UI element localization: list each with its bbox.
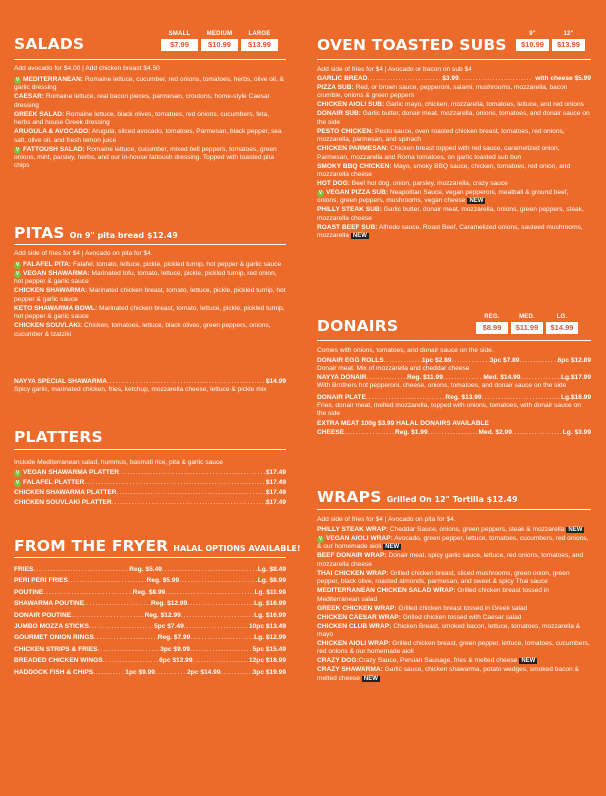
new-badge: NEW [352, 233, 367, 240]
menu-item [317, 570, 591, 587]
item-name-text: CHICKEN STRIPS & FRIES [14, 645, 98, 653]
item-name: PESTO CHICKEN: [317, 127, 374, 135]
item-desc: Donair meat, spicy garlic sauce, lettuce, red onions, tomatoes, and mozzarella cheese [317, 552, 584, 568]
item-desc: Garlic mayo, chicken, mozzarella, tomatoes, lettuce, and red onions [384, 101, 584, 109]
item-name-text: FRIES [14, 566, 34, 573]
menu-row [14, 564, 286, 575]
item-desc: Marinated tofu, tomato, lettuce, pickle, pickled turnip, red onion, hot pepper & garlic sauce [14, 270, 277, 286]
menu-row [14, 621, 286, 632]
item-price: $17.49 [265, 489, 286, 496]
menu-item [317, 614, 591, 622]
item-desc: Garlic sauce, chicken shawarma, potato wedges, smoked bacon & melted cheese [317, 666, 579, 682]
special-desc: Spicy garlic, marinated chicken, fries, ketchup, mozzarella cheese, lettuce & pickle mix [14, 386, 267, 393]
item-price: Lg. $11.99 [254, 588, 286, 596]
item-desc: Grilled chicken tossed with Caesar salad [400, 613, 522, 621]
item-name: MEDITERRANEAN: [23, 76, 84, 83]
item-name: PHILLY STEAK SUB: [317, 206, 382, 214]
menu-item [14, 287, 286, 304]
item-name: ROAST BEEF SUB: [317, 223, 378, 231]
menu-row [14, 468, 286, 478]
item-name: ARUGULA & AVOCADO: [14, 128, 91, 136]
item-price: Reg. $5.49 [129, 566, 162, 573]
menu-row [14, 587, 286, 598]
item-name: CHICKEN CLUB WRAP: [317, 622, 392, 630]
item-desc: Romaine lettuce, real bacon pieces, parmesan, croutons, home-style Caesar dressing [14, 93, 270, 109]
salads-list [14, 76, 286, 171]
new-badge: NEW [568, 527, 583, 533]
item-price: 2pc $14.99 [187, 668, 221, 676]
item-price: 5pc $7.49 [154, 623, 184, 631]
size-label: 9" [529, 31, 536, 37]
menu-item [317, 587, 591, 604]
dot-leader [112, 498, 266, 508]
item-desc: Arugula, sliced avocado, tomatoes, Parmesan, black pepper, sea salt, olive oil, and fresh lemon juice [14, 128, 282, 144]
dot-leader [221, 667, 253, 678]
item-desc: Chicken breast topped with red sauce, caramelized onion, Parmesan, mozzarella and Roma tomatoes, on garlic toasted sub bun [317, 145, 560, 161]
menu-item [14, 146, 286, 171]
menu-item [14, 270, 286, 287]
vegan-leaf-icon: V [15, 146, 20, 153]
item-name: SMOKY BBQ CHICKEN: [317, 162, 392, 170]
menu-row [14, 488, 286, 498]
menu-row [14, 498, 286, 508]
item-name-text: FALAFEL PLATTER [23, 479, 85, 486]
item-desc: Falafel, tomato, lettuce, pickle, pickled turnip, hot pepper & garlic sauce [71, 261, 282, 268]
menu-row [14, 667, 286, 678]
item-desc: Garlic butter, donair meat, mozzarella, onions, tomatoes, and donair sauce on the side [317, 110, 590, 126]
item-desc: Grilled chicken breast tossed in Mediterranean salad [317, 587, 549, 603]
platters-heading: PLATTERS [14, 428, 103, 446]
item-name: CHICKEN CAESAR WRAP: [317, 613, 401, 621]
item-name-text: JUMBO MOZZA STICKS [14, 623, 89, 631]
item-price: 6pc $12.99 [159, 657, 193, 665]
menu-item [317, 526, 591, 534]
pita-special [14, 377, 286, 394]
dot-leader [71, 610, 144, 621]
item-name [14, 632, 94, 643]
item-name: PIZZA SUB: [317, 84, 354, 91]
item-name: GREEK SALAD: [14, 110, 65, 118]
size-column [552, 30, 585, 51]
menu-item [317, 605, 591, 613]
vegan-leaf-icon: V [15, 77, 20, 83]
item-price: Reg. $5.99 [146, 577, 180, 585]
menu-item [317, 128, 591, 145]
item-desc: Marinated chicken breast, tomato, lettuce, pickle, pickled turnip, hot pepper & garlic sauce [14, 287, 286, 303]
new-badge: NEW [363, 675, 378, 682]
menu-row [14, 598, 286, 609]
item-price: $17.49 [265, 469, 286, 476]
item-price: 1pc $9.99 [125, 668, 155, 676]
vegan-leaf-icon: V [318, 190, 323, 197]
menu-row [14, 478, 286, 488]
dot-leader [165, 587, 254, 598]
item-desc: Grilled chicken breast, sliced mushrooms, green onion, green pepper, black olive, roasted almonds, parmesan, and sweet & spicy Thai sauce [317, 569, 570, 586]
platters-list [14, 468, 286, 508]
item-price: 12pc $18.99 [248, 657, 286, 665]
special-name: NAYYA SPECIAL SHAWARMA [14, 378, 107, 385]
item-desc: Avocado, green pepper, lettuce, tomatoes, cucumbers, red onions, & our homemade aioli [317, 535, 589, 551]
subs-heading: OVEN TOASTED SUBS [317, 36, 507, 54]
menu-item [317, 535, 591, 552]
item-name-text: HADDOCK FISH & CHIPS [14, 668, 94, 676]
item-price: Lg. $16.99 [254, 611, 286, 619]
donairs-price-table [476, 313, 578, 334]
item-desc: Alfredo sauce, Roast Beef, Caramelized onions, sauteed mushrooms, mozzarella [317, 223, 583, 240]
item-name-text: BREADED CHICKEN WINGS [14, 657, 103, 665]
salads-price-table [161, 30, 278, 51]
item-desc: Pesto sauce, oven roasted chicken breast, tomatoes, red onions, mozzarella, parmesan, and spinach [317, 127, 565, 144]
item-price: $17.49 [265, 499, 286, 506]
fryer-list [14, 564, 286, 678]
item-name: VEGAN SHAWARMA: [23, 270, 90, 277]
size-label: REG. [484, 314, 500, 320]
item-name-text: SHAWARMA POUTINE [14, 600, 85, 608]
menu-item [317, 163, 591, 180]
egg-rolls-row: DONAIR EGG ROLLS ..... 1pc $2.89 ..... 3pc $7.89 ..... 6pc $12.89 [317, 356, 591, 366]
wraps-note: Add side of fries for $4 | Avocado on pita for $4. [317, 516, 456, 523]
item-name: MEDITERRANEAN CHICKEN SALAD WRAP: [317, 587, 456, 595]
egg-rolls-desc: Donair meat. Mix of mozzarella and cheddar cheese [317, 365, 470, 372]
dot-leader [190, 644, 253, 655]
item-name-text: GOURMET ONION RINGS [14, 634, 94, 642]
dot-leader [155, 667, 187, 678]
platters-note: Include Mediterranean salad, hummus, basmati rice, pita & garlic sauce [14, 459, 223, 466]
dot-leader [98, 644, 161, 655]
dot-leader [193, 655, 249, 666]
item-name: CHICKEN AIOLI WRAP: [317, 640, 391, 648]
special-price: $14.99 [265, 378, 286, 385]
item-name [14, 468, 119, 478]
item-name [14, 488, 117, 498]
menu-item [317, 101, 591, 109]
item-name: CHICKEN AIOLI SUB: [317, 101, 385, 109]
size-label: SMALL [168, 31, 191, 37]
size-price: $11.99 [511, 322, 543, 334]
size-price: $14.99 [546, 322, 578, 334]
item-desc: Grilled chicken breast tossed in Greek salad [396, 604, 528, 612]
item-desc: Beef hot dog, onion, parsley, mozzarella, crazy sauce [349, 180, 508, 188]
subs-note: Add side of fries for $4 | Avocado or bacon on sub $4 [317, 66, 472, 73]
item-desc: Romaine lettuce, black olives, tomatoes, red onions, cucumbers, feta, herbs and house Greek dressing [14, 110, 270, 127]
item-name: DONAIR SUB: [317, 110, 361, 118]
donairs-list [317, 356, 591, 438]
item-price: 3pc $19.99 [252, 668, 287, 676]
menu-item [14, 111, 286, 128]
size-label: LG. [556, 314, 568, 320]
salads-note: Add avocado for $4.00 | Add chicken breast $4.50 [14, 65, 160, 72]
dot-leader [84, 478, 266, 488]
size-price: $13.99 [552, 39, 585, 51]
menu-item [317, 623, 591, 640]
size-column [201, 30, 238, 51]
donair-plate-desc: Fries, donair meat, melted mozzarella, topped with onions, tomatoes, with donair sauce on the side [317, 401, 581, 418]
item-name: VEGAN AIOLI WRAP: [326, 535, 393, 542]
menu-item [317, 552, 591, 569]
item-desc: Neapolitan Sauce, vegan pepperoni, meatball & ground beef, onions, green peppers, mushrooms, vegan cheese [317, 189, 569, 205]
dot-leader [181, 610, 254, 621]
item-name: VEGAN PIZZA SUB: [326, 189, 389, 197]
item-desc: Romaine lettuce, cucumber, mixed bell peppers, tomatoes, green onions, mint, parsley, herbs, and our in-house fattoush dressing. Topped with toasted pita chips [14, 145, 277, 170]
menu-item [14, 93, 286, 110]
menu-item [14, 261, 286, 269]
dot-leader [179, 575, 258, 586]
dot-leader [190, 632, 254, 643]
menu-item [317, 145, 591, 162]
donair-plate-row: DONAIR PLATE ..... Reg. $13.99 ..... Lg.$16.99 [317, 393, 591, 403]
item-price: Reg. $12.99 [150, 600, 188, 608]
divider [14, 244, 286, 245]
size-price: $10.99 [516, 39, 549, 51]
subs-price-table [516, 30, 585, 51]
item-name: CRAZY SHAWARMA: [317, 666, 383, 674]
item-name [14, 564, 33, 575]
menu-item [317, 640, 591, 657]
item-name: PHILLY STEAK WRAP: [317, 526, 389, 533]
garlic-bread-row: GARLIC BREAD ..... $3.99 ..... with cheese $5.99 [317, 74, 591, 84]
item-desc: Marinated chicken breast, tomato, lettuce, pickle, pickled turnip, hot pepper & garlic sauce [14, 304, 285, 321]
item-name: CHICKEN SHAWARMA: [14, 287, 88, 295]
size-column [546, 313, 578, 334]
item-name: FALAFEL PITA: [23, 261, 72, 268]
dot-leader [43, 587, 132, 598]
dot-leader [103, 655, 159, 666]
size-label: 12" [563, 31, 574, 37]
fryer-heading: FROM THE FRYER HALAL OPTIONS AVAILABLE! [14, 537, 301, 555]
menu-row [14, 632, 286, 643]
item-price: 3pc $9.99 [160, 645, 190, 653]
item-price: 10pc $13.49 [248, 623, 286, 631]
salads-heading: SALADS [14, 35, 85, 53]
item-price: Reg. $12.99 [144, 611, 181, 619]
item-name [14, 587, 43, 598]
vegan-leaf-icon: V [15, 480, 20, 486]
dot-leader [187, 598, 254, 609]
wraps-list [317, 526, 591, 684]
item-price: Lg. $8.99 [257, 577, 287, 585]
item-desc: Romaine lettuce, cucumber, red onions, tomatoes, herbs, olive oil, & garlic dressing [14, 76, 284, 92]
item-name: FATTOUSH SALAD: [23, 145, 85, 153]
item-desc: Grilled chicken breast, green pepper, lettuce, tomatoes, cucumbers, red onions & our homemade aioli [317, 640, 590, 656]
item-desc: Garlic butter, donair meat, mozzarella, onions, green peppers, steak, mozzarella cheese [317, 206, 584, 222]
item-desc: Cheddar Sauce, onions, green peppers, steak & mozzarella [388, 526, 565, 533]
size-price: $10.99 [201, 39, 238, 51]
item-name-text: CHICKEN SOUVLAKI PLATTER [14, 499, 112, 506]
item-desc: Mayo, smoky BBQ sauce, chicken, tomatoes, red onion, and mozzarella cheese [317, 162, 571, 179]
item-name: THAI CHICKEN WRAP: [317, 569, 389, 577]
donairs-note: Comes with onions, tomatoes, and donair sauce on the side. [317, 347, 494, 354]
menu-item [317, 84, 591, 101]
menu-item [317, 666, 591, 683]
wraps-heading: WRAPS Grilled On 12" Tortilla $12.49 [317, 488, 518, 506]
size-price: $13.99 [241, 39, 278, 51]
pitas-note: Add side of fries for $4 | Avocado on pita for $4. [14, 250, 153, 257]
dot-leader [84, 598, 151, 609]
dot-leader [33, 564, 129, 575]
menu-item [14, 322, 286, 339]
item-price: Reg. $7.99 [157, 634, 191, 642]
new-badge: NEW [385, 544, 400, 551]
item-price: Lg. $16.99 [254, 600, 286, 608]
extra-meat-note: EXTRA MEAT 100g $3.99 HALAL DONAIRS AVAILABLE [317, 419, 489, 427]
size-column [476, 313, 508, 334]
size-column [516, 30, 549, 51]
item-desc: Chicken Breast, smoked bacon, lettuce, tomatoes, mozzarella & mayo [317, 622, 581, 639]
item-price: $17.49 [265, 479, 286, 486]
divider [14, 557, 286, 558]
size-column [241, 30, 278, 51]
item-name: CHICKEN SOUVLAKI: [14, 322, 83, 330]
item-name [14, 598, 84, 609]
size-label: LARGE [248, 31, 271, 37]
menu-item [14, 76, 286, 93]
item-name: CHICKEN PARMESAN: [317, 145, 389, 153]
vegan-leaf-icon: V [15, 470, 20, 476]
dot-leader [162, 564, 258, 575]
divider [317, 340, 591, 341]
item-name [14, 644, 98, 655]
menu-item [14, 305, 286, 322]
item-name-text: VEGAN SHAWARMA PLATTER [23, 469, 119, 476]
item-name: CRAZY DOG: [317, 657, 359, 665]
item-price: Lg. $8.49 [257, 566, 286, 573]
nayya-donair-row: NAYYA DONAIR ..... Reg. $11.99 ..... Med. $14.99 ..... Lg.$17.99 [317, 373, 591, 383]
vegan-leaf-icon: V [15, 262, 20, 268]
size-price: $8.99 [476, 322, 508, 334]
size-column [161, 30, 198, 51]
divider [317, 509, 591, 510]
menu-item [317, 110, 591, 127]
item-name: CAESAR: [14, 93, 45, 101]
item-name [14, 655, 103, 666]
size-column [511, 313, 543, 334]
pitas-list [14, 261, 286, 340]
menu-item [317, 206, 591, 223]
vegan-leaf-icon: V [318, 536, 323, 542]
donairs-heading: DONAIRS [317, 317, 399, 335]
menu-item [317, 657, 591, 665]
item-name-text: POUTINE [14, 588, 44, 596]
item-desc: Crazy Sauce, Persian Sausage, fries & melted cheese [358, 657, 518, 665]
dot-leader [93, 667, 125, 678]
dot-leader [94, 632, 158, 643]
size-label: MED. [519, 314, 535, 320]
item-name: KETO SHAWARMA BOWL: [14, 304, 98, 312]
nayya-donair-desc: With Brothers hot pepperoni, cheese, onions, tomatoes, and donair sauce on the side [317, 382, 567, 390]
menu-row [14, 644, 286, 655]
menu-row [14, 575, 286, 586]
divider [317, 59, 591, 60]
menu-item [317, 189, 591, 206]
dot-leader [184, 621, 249, 632]
item-name-text: DONAIR POUTINE [14, 611, 72, 619]
item-name-text: CHICKEN SHAWARMA PLATTER [14, 489, 117, 496]
item-name: BEEF DONAIR WRAP: [317, 552, 387, 560]
menu-item [14, 128, 286, 145]
dot-leader [68, 575, 147, 586]
item-desc: Chicken, tomatoes, lettuce, black olives, green peppers, onions, cucumber & tzatziki [14, 322, 271, 338]
vegan-leaf-icon: V [15, 271, 20, 277]
new-badge: NEW [469, 198, 484, 205]
menu-row [14, 655, 286, 666]
item-name [14, 498, 112, 508]
item-name [14, 575, 68, 586]
dot-leader [117, 488, 266, 498]
item-name-text: PERI PERI FRIES [14, 577, 68, 585]
subs-list [317, 74, 591, 241]
item-name [14, 667, 93, 678]
item-price: Lg. $12.99 [254, 634, 286, 642]
item-name: HOT DOG: [317, 180, 350, 188]
item-desc: Red, or brown sauce, pepperoni, salami, mushrooms, mozzarella, bacon crumble, onions & green peppers [317, 84, 568, 100]
item-name [14, 621, 89, 632]
dot-leader [89, 621, 154, 632]
item-price: Reg. $8.99 [132, 588, 166, 596]
menu-row [14, 610, 286, 621]
item-name [14, 610, 71, 621]
divider [14, 59, 286, 60]
item-price: 5pc $15.49 [252, 645, 287, 653]
menu-item [317, 224, 591, 241]
pitas-heading: PITAS On 9" pita bread $12.49 [14, 224, 178, 242]
size-price: $7.99 [161, 39, 198, 51]
dot-leader [119, 468, 266, 478]
item-name: GREEK CHICKEN WRAP: [317, 604, 397, 612]
cheese-row: CHEESE ..... Reg. $1.99 ..... Med. $2.99 ..... Lg. $3.99 [317, 428, 591, 438]
size-label: MEDIUM [206, 31, 233, 37]
divider [14, 449, 286, 450]
item-name [14, 478, 84, 488]
menu-item [317, 180, 591, 188]
new-badge: NEW [521, 658, 536, 665]
